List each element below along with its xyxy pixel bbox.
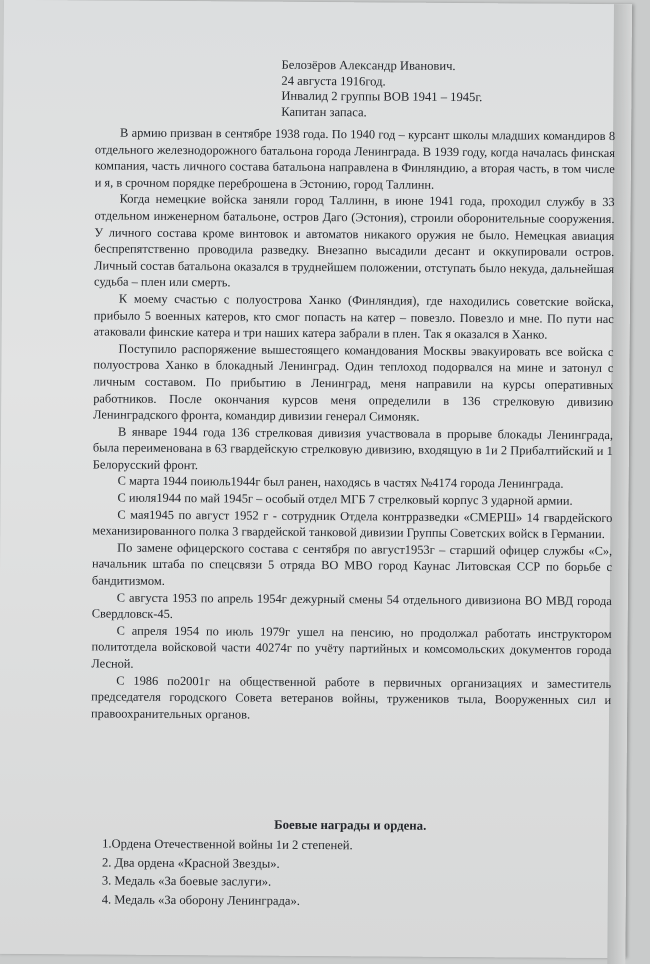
document-text xyxy=(90,0,616,908)
award-item: 1.Ордена Отечественной войны 1и 2 степеней. xyxy=(102,836,353,853)
award-item: 2. Два ордена «Красной Звезды». xyxy=(101,855,280,871)
awards-heading: Боевые награды и ордена. xyxy=(274,817,427,833)
paragraph-veterans-council: С 1986 по2001г на общественной работе в первичных организациях и заместитель председателя городского Совета ветеранов войны, тружеников тыла, Вооруженных сил и правоохранительных органов. xyxy=(90,673,612,722)
paragraph-sverdlovsk: С августа 1953 по апрель 1954г дежурный смены 54 отдельного дивизиона ВО МВД города Свердловск-45. xyxy=(91,590,612,622)
biography-body xyxy=(91,124,615,725)
biography-header xyxy=(281,58,482,121)
paragraph-blockade: В январе 1944 года 136 стрелковая дивизия участвовала в прорыве блокады Ленинграда, была переименована в 63 гвардейскую стрелковую дивизию, входящую в 1и 2 Прибалтийский и 1 Белорусский фронт. xyxy=(92,424,614,473)
person-name: Белозёров Александр Иванович. xyxy=(281,57,456,73)
paragraph-kaunas: По замене офицерского состава с сентября по август1953г – старший офицер службы «С», начальник штаба по спецсвязи 5 отряда ВО МВО город Каунас Литовская ССР по борьбе с бандитизмом. xyxy=(91,540,613,588)
paragraph-mgb: С июля1944 по май 1945г – особый отдел МГБ 7 стрелковый корпус 3 ударной армии. xyxy=(117,490,573,508)
paragraph-wounded: С марта 1944 поиюль1944г был ранен, находясь в частях №4174 города Ленинграда. xyxy=(117,474,564,492)
birth-date: 24 августа 1916год. xyxy=(281,73,386,88)
award-item: 3. Медаль «За боевые заслуги». xyxy=(101,873,272,889)
paragraph-smersh: С мая1945 по август 1952 г - сотрудник Отдела контрразведки «СМЕРШ» 14 гвардейского механизированного полка 3 гвардейской танковой дивизии Группы Советских войск в Германии. xyxy=(92,507,613,542)
disability-status: Инвалид 2 группы ВОВ 1941 – 1945г. xyxy=(281,88,483,105)
awards-list xyxy=(102,835,353,911)
paragraph-tallinn: Когда немецкие войска заняли город Таллинн, в июне 1941 года, проходил службу в 33 отдельном инженерном батальоне, остров Даго (Эстония), строили оборонительные сооружения. У личного состава кроме винтовок и автоматов никакого оружия не было. Немецкая авиация беспрепятственно проводила разведку. Внезапно высадили десант и оккупировали остров. Личный состав батальона оказался в труднейшем положении, отступать было некуда, дальнейшая судьба – плен или смерть. xyxy=(93,191,615,290)
award-item: 4. Медаль «За оборону Ленинграда». xyxy=(101,892,300,908)
paragraph-leningrad: Поступило распоряжение вышестоящего командования Москвы эвакуировать все войска с полуострова Ханко в блокадный Ленинград. Один теплоход подорвался на мине и затонул с личным составом. По прибытию в Ленинград, меня направили на курсы оперативных работников. После окончания курсов меня определили в 136 стрелковую дивизию Ленинградского фронта, командир дивизии генерал Симоняк. xyxy=(93,341,614,424)
military-rank: Капитан запаса. xyxy=(281,104,367,119)
paragraph-hanko: К моему счастью с полуострова Ханко (Финляндия), где находились советские войска, прибыло 5 военных катеров, кто смог попасть на катер – повезло. Повезло и мне. По пути нас атаковали финские катера и три наших катера забрали в плен. Так я оказался в Ханко. xyxy=(93,291,614,342)
paragraph-pension: С апреля 1954 по июль 1979г ушел на пенсию, но продолжал работать инструктором политотдела войсковой части 40274г по учёту партийных и комсомольских документов города Лесной. xyxy=(91,623,612,671)
paragraph-conscription: В армию призван в сентябре 1938 года. По 1940 год – курсант школы младших командиров 8 отдельного железнодорожного батальона города Ленинграда. В 1939 году, когда началась финская компания, часть личного состава батальона направлена в Финляндию, а вторая часть, в том числе и я, в срочном порядке переброшена в Эстонию, город Таллинн. xyxy=(94,125,616,192)
